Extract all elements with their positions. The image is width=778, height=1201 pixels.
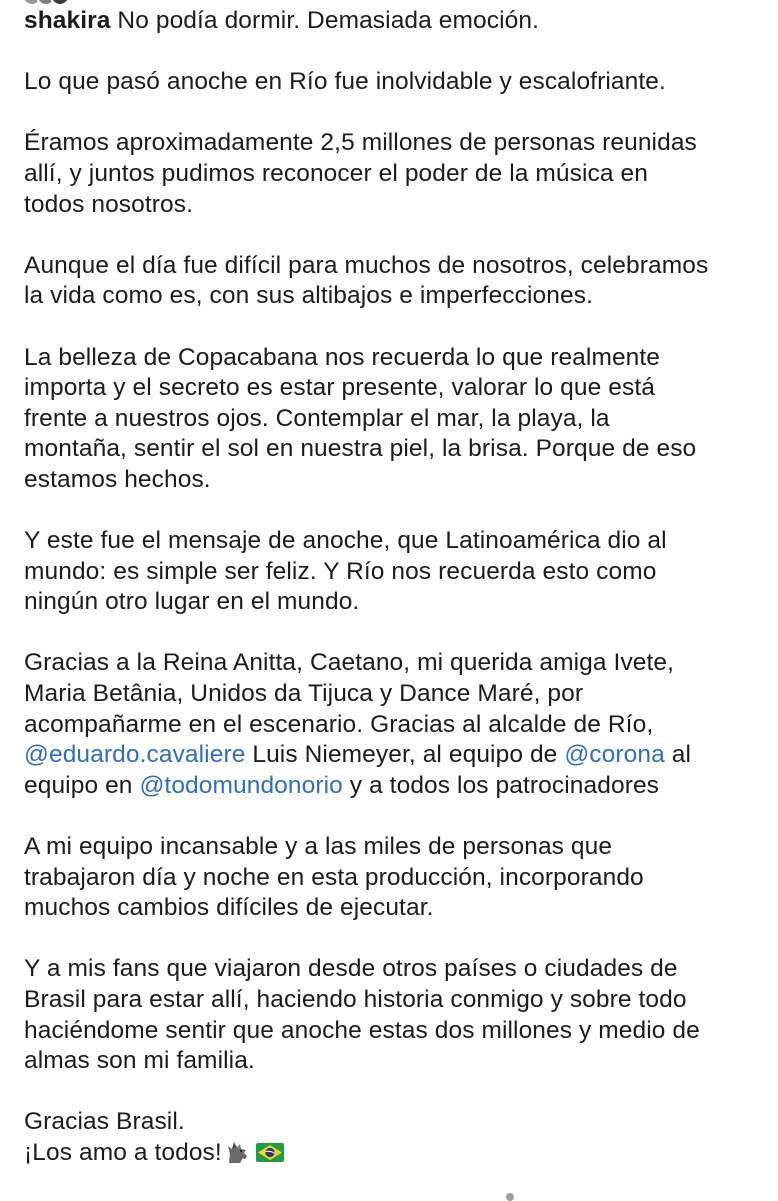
- caption-text: al: [664, 741, 691, 769]
- mention-eduardo-cavaliere[interactable]: @eduardo.cavaliere: [24, 741, 246, 769]
- caption-line: trabajaron día y noche en esta producción, incorporando: [24, 863, 644, 891]
- caption-line: mundo: es simple ser feliz. Y Río nos recuerda esto como: [24, 557, 657, 585]
- caption-line: Maria Betânia, Unidos da Tijuca y Dance Maré, por: [24, 680, 584, 708]
- mention-corona[interactable]: @corona: [564, 741, 665, 769]
- caption-line: ningún otro lugar en el mundo.: [24, 588, 360, 616]
- caption-paragraph: [24, 67, 764, 98]
- caption-paragraph: [24, 648, 764, 801]
- caption-paragraph: [24, 526, 764, 618]
- caption-line: Y este fue el mensaje de anoche, que Latinoamérica dio al: [24, 527, 667, 555]
- caption-paragraph: [24, 954, 764, 1076]
- caption-line: frente a nuestros ojos. Contemplar el mar, la playa, la: [24, 404, 610, 432]
- caption-line: muchos cambios difíciles de ejecutar.: [24, 894, 434, 922]
- mention-todomundonorio[interactable]: @todomundonorio: [139, 771, 343, 799]
- post-caption: [24, 6, 764, 1199]
- caption-line: haciéndome sentir que anoche estas dos millones y medio de: [24, 1016, 700, 1044]
- caption-line: [24, 6, 764, 37]
- caption-paragraph: [24, 6, 764, 37]
- caption-line: montaña, sentir el sol en nuestra piel, la brisa. Porque de eso: [24, 435, 697, 463]
- caption-text: ¡Los amo a todos!: [24, 1138, 222, 1166]
- caption-paragraph: [24, 251, 764, 312]
- caption-paragraph: [24, 343, 764, 496]
- caption-line: Gracias Brasil.: [24, 1108, 185, 1136]
- caption-paragraph: [24, 128, 764, 220]
- caption-text: Luis Niemeyer, al equipo de: [245, 741, 565, 769]
- caption-text: No podía dormir. Demasiada emoción.: [110, 7, 539, 34]
- caption-line: importa y el secreto es estar presente, valorar lo que está: [24, 374, 655, 402]
- caption-line: [24, 740, 764, 771]
- wolf-emoji: [226, 1140, 248, 1164]
- caption-paragraph: [24, 832, 764, 924]
- caption-line: Lo que pasó anoche en Río fue inolvidable y escalofriante.: [24, 68, 666, 96]
- brazil-flag-emoji: [256, 1143, 284, 1162]
- caption-text: y a todos los patrocinadores: [342, 771, 660, 799]
- carousel-indicator-dot: [506, 1193, 514, 1201]
- caption-line: estamos hechos.: [24, 465, 211, 493]
- caption-paragraph: [24, 1107, 764, 1168]
- caption-line: allí, y juntos pudimos reconocer el poder de la música en: [24, 159, 648, 187]
- caption-line: Y a mis fans que viajaron desde otros países o ciudades de: [24, 955, 678, 983]
- caption-line: todos nosotros.: [24, 190, 194, 218]
- caption-text: equipo en: [24, 771, 140, 799]
- caption-line: acompañarme en el escenario. Gracias al alcalde de Río,: [24, 710, 654, 738]
- caption-line: [24, 771, 764, 802]
- username-link[interactable]: shakira: [24, 7, 111, 34]
- caption-line: Aunque el día fue difícil para muchos de nosotros, celebramos: [24, 251, 709, 279]
- caption-line: A mi equipo incansable y a las miles de personas que: [24, 833, 613, 861]
- caption-line: almas son mi familia.: [24, 1047, 255, 1075]
- caption-line: La belleza de Copacabana nos recuerda lo que realmente: [24, 343, 661, 371]
- caption-line: Éramos aproximadamente 2,5 millones de personas reunidas: [24, 129, 697, 157]
- caption-line: Gracias a la Reina Anitta, Caetano, mi querida amiga Ivete,: [24, 649, 675, 677]
- caption-line: la vida como es, con sus altibajos e imperfecciones.: [24, 282, 593, 310]
- caption-line: [24, 1138, 764, 1169]
- caption-line: Brasil para estar allí, haciendo historia conmigo y sobre todo: [24, 986, 687, 1013]
